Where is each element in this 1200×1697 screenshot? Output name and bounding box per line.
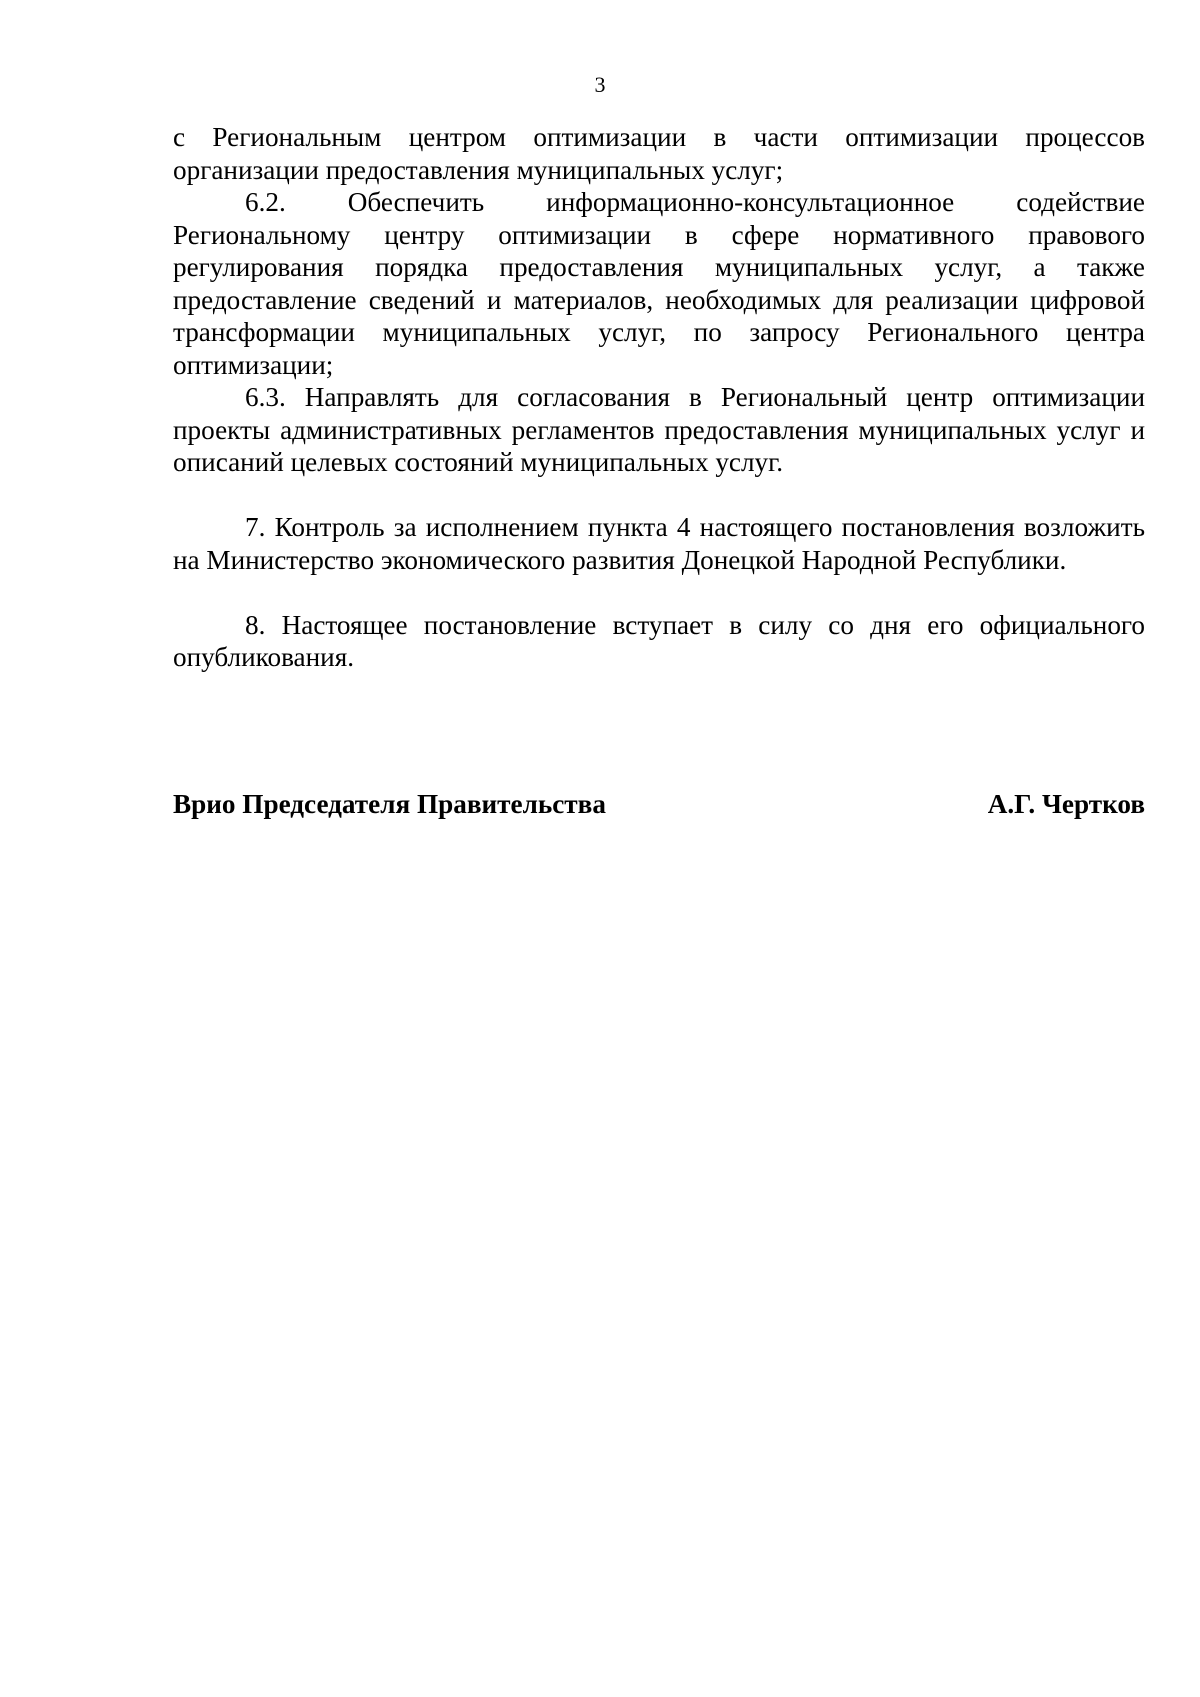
paragraph-6-3: 6.3. Направлять для согласования в Региональный центр оптимизации проекты административных регламентов предоставления муниципальных услуг и описаний целевых состояний муниципальных услуг. xyxy=(173,382,1145,477)
paragraph-7: 7. Контроль за исполнением пункта 4 настоящего постановления возложить на Министерство экономического развития Донецкой Народной Республики. xyxy=(173,512,1145,575)
paragraph-continuation: с Региональным центром оптимизации в части оптимизации процессов организации предоставления муниципальных услуг; xyxy=(173,122,1145,185)
paragraph-6-2: 6.2. Обеспечить информационно-консультационное содействие Региональному центру оптимизации в сфере нормативного правового регулирования порядка предоставления муниципальных услуг, а также предоставление сведений и материалов, необходимых для реализации цифровой трансформации муниципальных услуг, по запросу Регионального центра оптимизации; xyxy=(173,187,1145,380)
signature-block xyxy=(173,788,1145,820)
page-number: 3 xyxy=(594,72,606,97)
signatory-name: А.Г. Чертков xyxy=(987,789,1145,819)
document-body xyxy=(173,121,1145,674)
signatory-position: Врио Председателя Правительства xyxy=(173,789,606,819)
paragraph-8: 8. Настоящее постановление вступает в силу со дня его официального опубликования. xyxy=(173,609,1145,672)
